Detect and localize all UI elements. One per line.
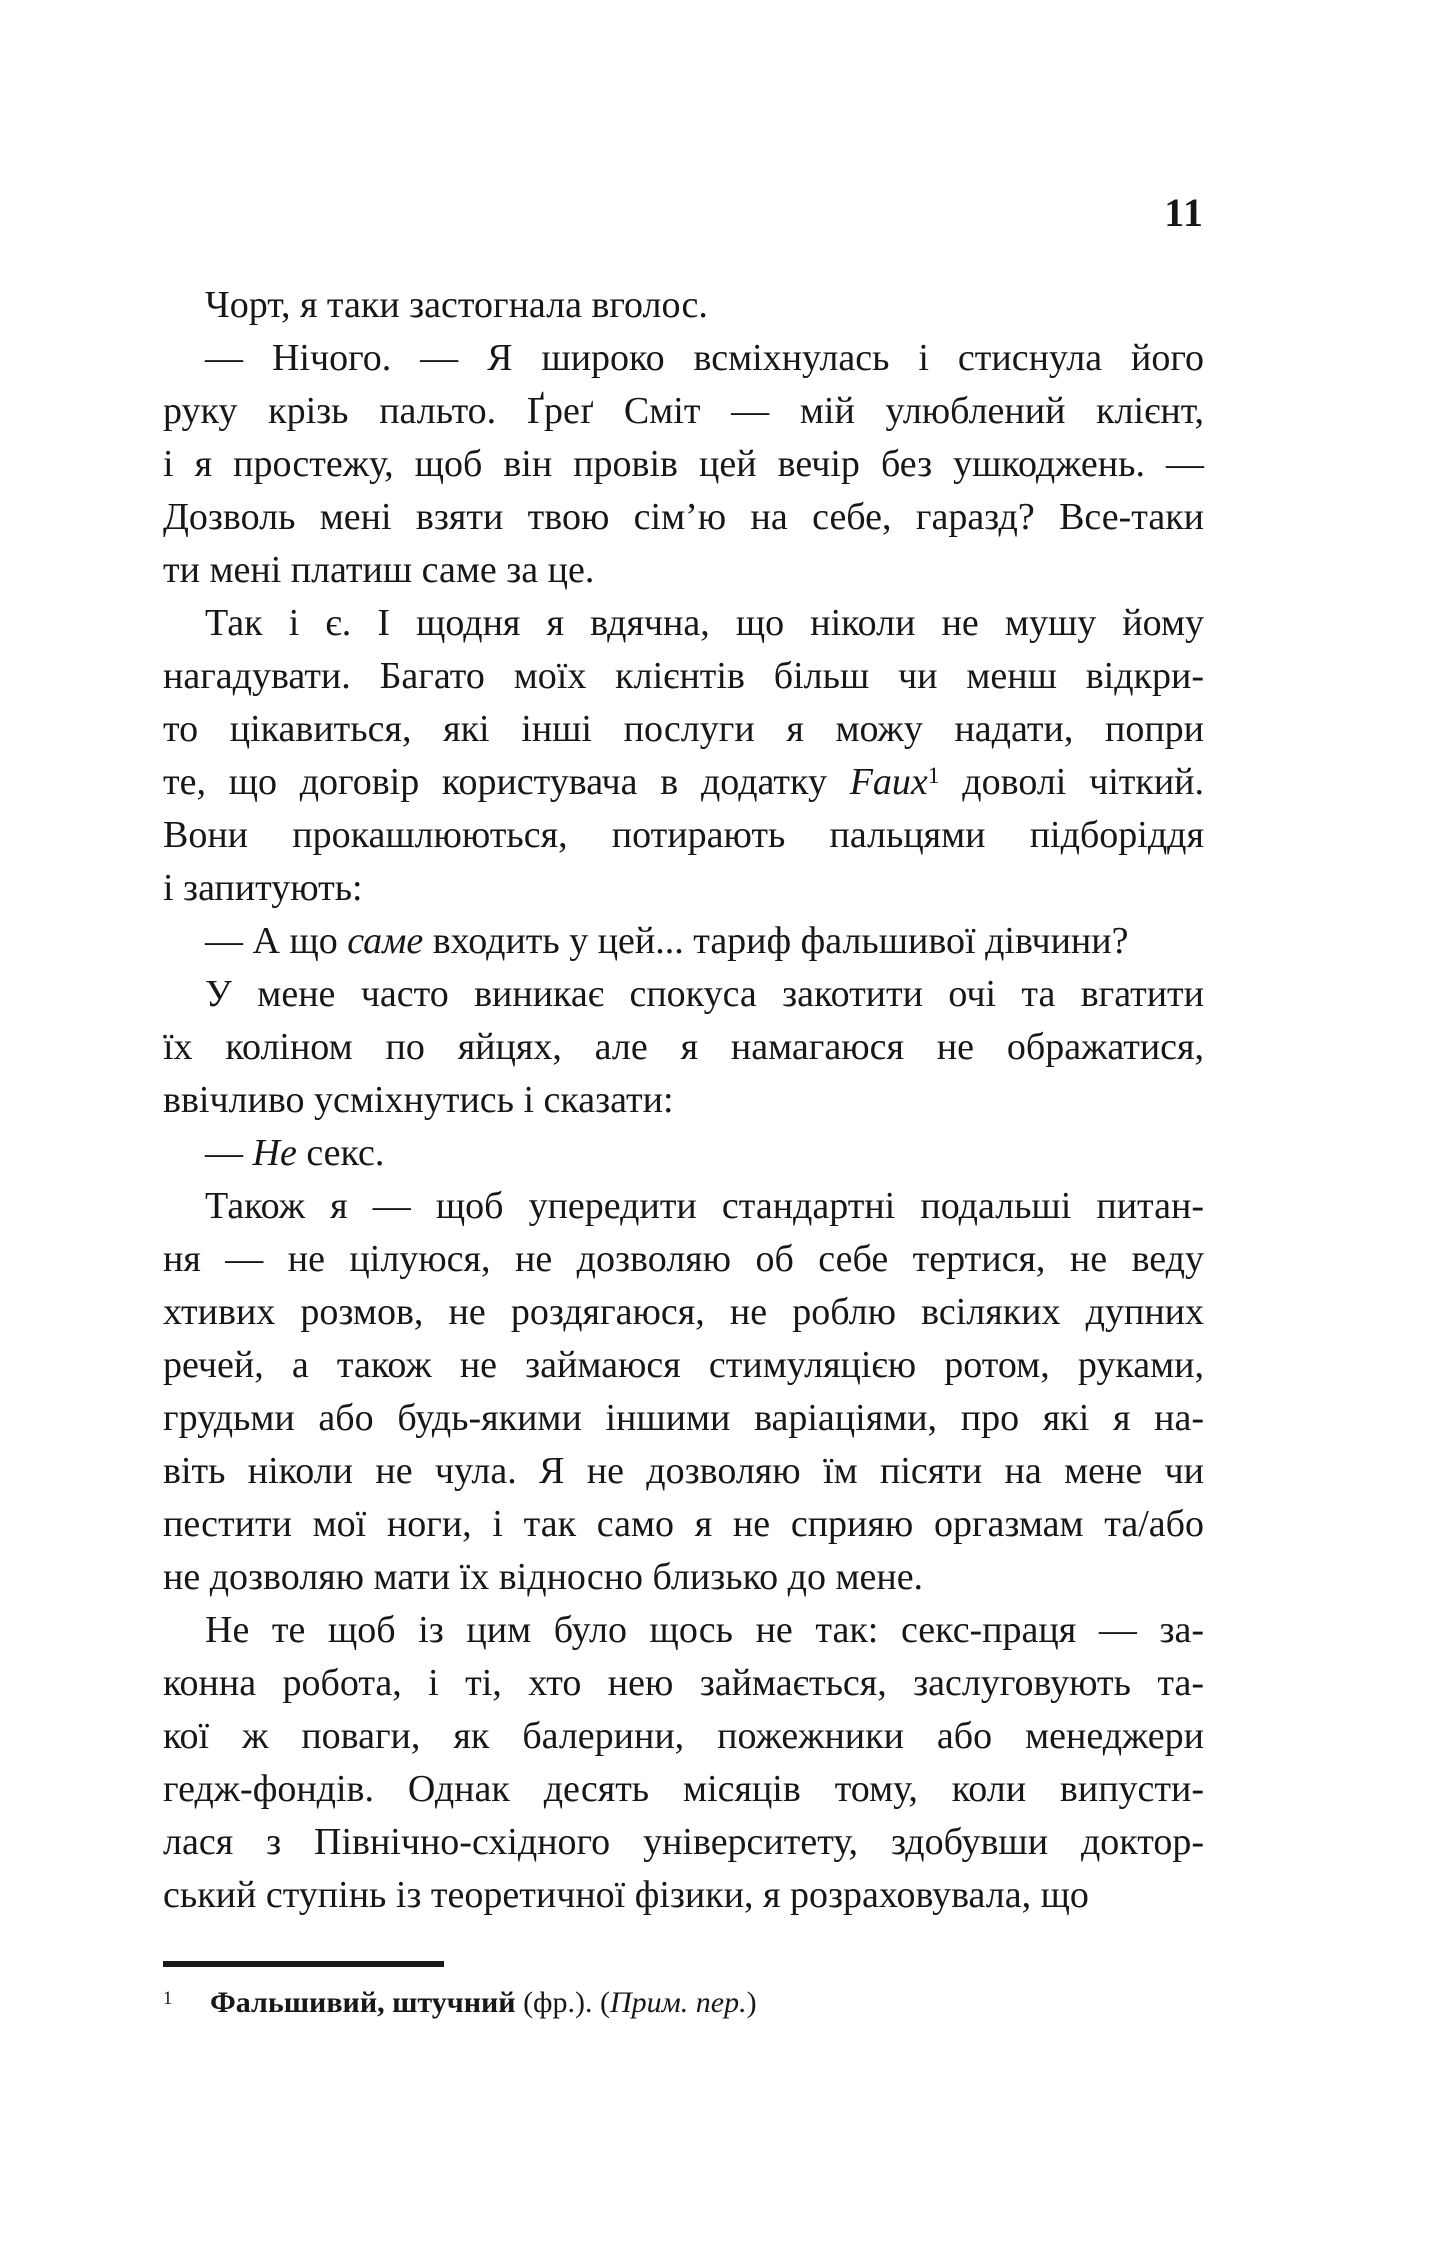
text-line [163,1233,1204,1286]
text-line [163,1127,1204,1180]
text-line [163,703,1204,756]
text-line [163,438,1204,491]
text-line [163,1445,1204,1498]
text-line [163,1604,1204,1657]
text-line [163,1763,1204,1816]
text-segment: Дозволь мені взяти твою сім’ю на себе, гаразд? Все-таки [163,496,1204,538]
text-segment: ня — не цілуюся, не дозволяю об себе тертися, не веду [163,1238,1204,1280]
text-line [163,491,1204,544]
text-line [163,1180,1204,1233]
text-line [163,862,1204,915]
text-segment: Не те щоб із цим було щось не так: секс-праця — за- [205,1609,1204,1651]
text-segment: не дозволяю мати їх відносно близько до мене. [163,1556,924,1598]
text-segment: — [205,1132,253,1174]
text-line [163,544,1204,597]
text-line [163,1657,1204,1710]
text-segment: ський ступінь із теоретичної фізики, я розраховувала, що [163,1874,1089,1916]
text-segment: У мене часто виникає спокуса закотити очі та вгатити [205,973,1204,1015]
text-line [163,756,1204,809]
text-segment: входить у цей... тариф фальшивої дівчини? [423,920,1129,962]
text-segment: їх коліном по яйцях, але я намагаюся не ображатися, [163,1026,1204,1068]
text-line [163,385,1204,438]
text-segment: Фальшивий, штучний [210,1986,516,2019]
text-line [163,332,1204,385]
text-line [163,1816,1204,1869]
text-segment: лася з Північно-східного університету, здобувши доктор- [163,1821,1204,1863]
text-segment: то цікавиться, які інші послуги я можу надати, попри [163,708,1204,750]
text-segment: секс. [296,1132,385,1174]
text-segment: (фр.). ( [515,1986,610,2019]
footnote [163,1985,1204,2025]
text-segment: кої ж поваги, як балерини, пожежники або менеджери [163,1715,1204,1757]
text-segment: те, що договір користувача в додатку [163,761,850,803]
text-segment: Так і є. І щодня я вдячна, що ніколи не мушу йому [205,602,1204,644]
text-segment: і запитують: [163,867,363,909]
text-line [163,1392,1204,1445]
text-segment: Прим. пер. [609,1986,747,2019]
text-segment: — А що [205,920,348,962]
text-block [163,279,1204,1922]
text-line [163,279,1204,332]
text-line [163,597,1204,650]
footnote-divider [163,1961,444,1967]
text-line [163,1869,1204,1922]
text-line [163,968,1204,1021]
text-segment: ) [746,1986,757,2019]
text-line [163,915,1204,968]
text-segment: речей, а також не займаюся стимуляцією ротом, руками, [163,1344,1204,1386]
text-segment: нагадувати. Багато моїх клієнтів більш чи менш відкри- [163,655,1204,697]
text-line [163,1286,1204,1339]
text-line [163,1551,1204,1604]
text-segment: Також я — щоб упередити стандартні подальші питан- [205,1185,1204,1227]
text-segment: Faux [849,761,928,803]
page-number: 11 [1164,190,1204,235]
text-segment: 1 [927,763,940,790]
text-segment: конна робота, і ті, хто нею займається, заслуговують та- [163,1662,1204,1704]
text-segment: руку крізь пальто. Ґреґ Сміт — мій улюблений клієнт, [163,390,1204,432]
text-line [163,1710,1204,1763]
text-segment: доволі чіткий. [939,761,1204,803]
text-segment: — Нічого. — Я широко всміхнулась і стиснула його [205,337,1204,379]
text-segment: хтивих розмов, не роздягаюся, не роблю всіляких дупних [163,1291,1204,1333]
text-segment: і я простежу, щоб він провів цей вечір без ушкоджень. — [163,443,1204,485]
text-segment: Вони прокашлюються, потирають пальцями підборіддя [163,814,1204,856]
text-line [163,1021,1204,1074]
text-line [163,650,1204,703]
text-line [163,809,1204,862]
footnote-text [210,1986,757,2019]
text-segment: ввічливо усміхнутись і сказати: [163,1079,674,1121]
text-segment: Не [252,1132,297,1174]
text-line [163,1074,1204,1127]
text-line [163,1339,1204,1392]
text-segment: гедж-фондів. Однак десять місяців тому, коли випусти- [163,1768,1204,1810]
text-segment: саме [347,920,424,962]
text-line [163,1498,1204,1551]
text-segment: грудьми або будь-якими іншими варіаціями, про які я на- [163,1397,1204,1439]
footnote-marker: 1 [163,1987,173,2009]
text-segment: Чорт, я таки застогнала вголос. [205,284,708,326]
text-segment: пестити мої ноги, і так само я не сприяю оргазмам та/або [163,1503,1204,1545]
text-segment: ти мені платиш саме за це. [163,549,595,591]
text-segment: віть ніколи не чула. Я не дозволяю їм пісяти на мене чи [163,1450,1204,1492]
